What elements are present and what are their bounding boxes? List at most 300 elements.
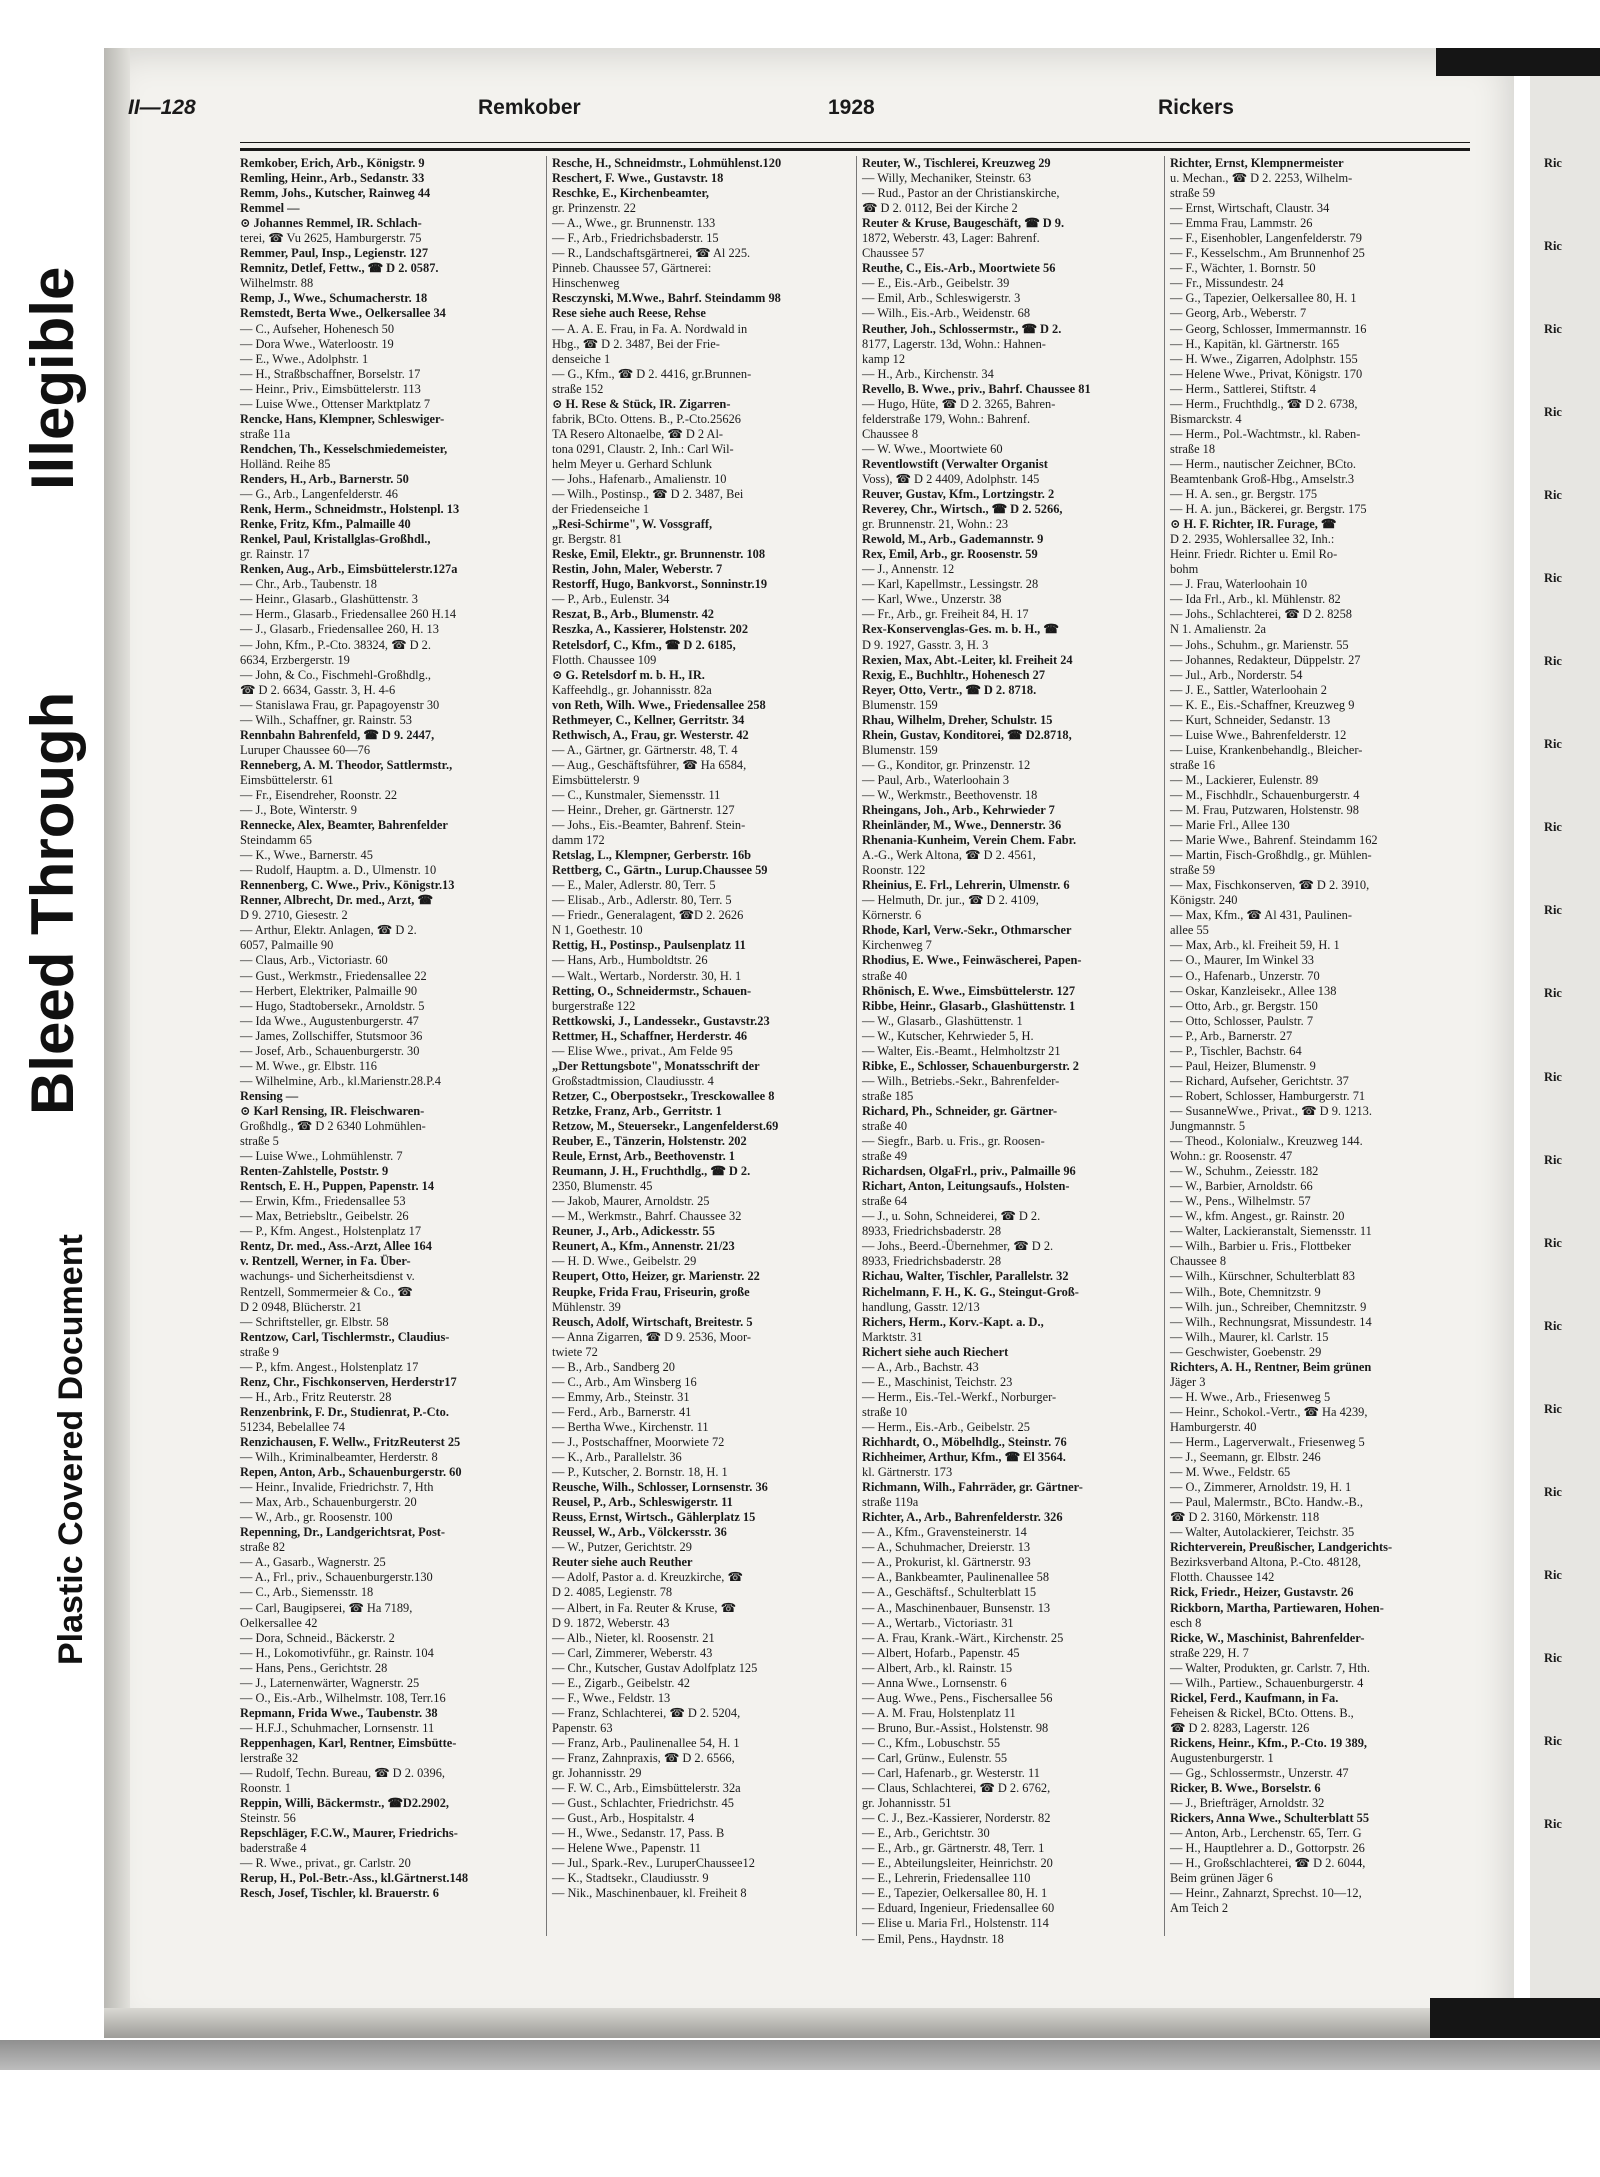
directory-entry-line: — Walter, Lackieranstalt, Siemensstr. 11 xyxy=(1170,1224,1372,1239)
directory-entry-line: Feheisen & Rickel, BCto. Ottens. B., xyxy=(1170,1705,1354,1720)
directory-entry-line: — H., Arb., Fritz Reuterstr. 28 xyxy=(240,1389,392,1404)
directory-entry-line: Richhardt, O., Möbelhdlg., Steinstr. 76 xyxy=(862,1434,1067,1449)
directory-entry-line: — Geschwister, Goebenstr. 29 xyxy=(1170,1344,1322,1359)
directory-entry-line: — H., Lokomotivführ., gr. Rainstr. 104 xyxy=(240,1645,434,1660)
neighbor-fragment-text: Ric xyxy=(1544,156,1562,170)
directory-entry-line: TA Resero Altonaelbe, ☎ D 2 Al- xyxy=(552,426,724,441)
directory-entry-line: D 2 0948, Blücherstr. 21 xyxy=(240,1299,362,1314)
neighbor-fragment-text: Ric xyxy=(1544,322,1562,337)
directory-entry-line: — Walter, Autolackierer, Teichstr. 35 xyxy=(1170,1525,1355,1540)
directory-entry-line: — Erwin, Kfm., Friedensallee 53 xyxy=(240,1194,406,1209)
directory-entry-line: — P., Tischler, Bachstr. 64 xyxy=(1170,1043,1302,1058)
directory-entry-line: Resche, H., Schneidmstr., Lohmühlenst.120 xyxy=(552,156,782,170)
directory-entry-line: Rettmer, H., Schaffner, Herderstr. 46 xyxy=(552,1028,748,1043)
directory-entry-line: — Max, Fischkonserven, ☎ D 2. 3910, xyxy=(1170,878,1370,893)
directory-entry-line: v. Rentzell, Werner, in Fa. Über- xyxy=(240,1254,411,1269)
directory-entry-line: Chaussee 8 xyxy=(1170,1254,1227,1269)
directory-entry-line: Remstedt, Berta Wwe., Oelkersallee 34 xyxy=(240,306,446,321)
directory-entry-line: — Oskar, Kanzleisekr., Allee 138 xyxy=(1170,983,1337,998)
directory-entry-line: Richmann, Wilh., Fahrräder, gr. Gärtner- xyxy=(862,1480,1083,1495)
directory-entry-line: tona 0291, Claustr. 2, Inh.: Carl Wil- xyxy=(552,441,734,456)
directory-entry-line: — J., u. Sohn, Schneiderei, ☎ D 2. xyxy=(862,1209,1041,1224)
plastic-covered-label: Plastic Covered Document xyxy=(52,1234,90,1665)
directory-entry-line: „Der Rettungsbote", Monatsschrift der xyxy=(552,1058,760,1073)
directory-entry-line: kamp 12 xyxy=(862,351,906,366)
directory-entry-line: denseiche 1 xyxy=(552,351,611,366)
directory-entry-line: Rentzell, Sommermeier & Co., ☎ xyxy=(240,1284,413,1299)
directory-entry-line: Renneberg, A. M. Theodor, Sattlermstr., xyxy=(240,757,453,772)
directory-entry-line: Retzer, C., Oberpostsekr., Tresckowallee 8 xyxy=(552,1088,775,1103)
directory-entry-line: — A. A. E. Frau, in Fa. A. Nordwald in xyxy=(552,321,748,336)
directory-entry-line: Reuber, E., Tänzerin, Holstenstr. 202 xyxy=(552,1134,747,1149)
directory-entry-line: — H., Kapitän, kl. Gärtnerstr. 165 xyxy=(1170,336,1340,351)
directory-entry-line: — F., Eisenhobler, Langenfelderstr. 79 xyxy=(1170,231,1362,246)
directory-entry-line: Reuthe, C., Eis.-Arb., Moortwiete 56 xyxy=(862,261,1056,276)
directory-entry-line: gr. Prinzenstr. 22 xyxy=(552,201,636,216)
directory-entry-line: straße 64 xyxy=(862,1194,908,1209)
directory-entry-line: ☎ D 2. 6634, Gasstr. 3, H. 4-6 xyxy=(240,682,396,697)
directory-entry-line: straße 18 xyxy=(1170,441,1216,456)
directory-entry-line: — A., Geschäftsf., Schulterblatt 15 xyxy=(862,1585,1037,1600)
directory-entry-line: — Franz, Arb., Paulinenallee 54, H. 1 xyxy=(552,1735,740,1750)
neighbor-fragment-text: Ric xyxy=(1544,1816,1562,1831)
directory-entry-line: — Emil, Arb., Schleswigerstr. 3 xyxy=(862,291,1021,306)
directory-entry-line: — O., Hafenarb., Unzerstr. 70 xyxy=(1170,968,1320,983)
directory-entry-line: Rese siehe auch Reese, Rehse xyxy=(552,306,706,321)
directory-entry-line: — Stanislawa Frau, gr. Papagoyenstr 30 xyxy=(240,697,440,712)
directory-entry-line: Repschläger, F.C.W., Maurer, Friedrichs- xyxy=(240,1826,458,1841)
directory-entry-line: — Wilh., Rechnungsrat, Missundestr. 14 xyxy=(1170,1314,1372,1329)
directory-entry-line: — Helene Wwe., Papenstr. 11 xyxy=(552,1841,701,1856)
directory-entry-line: Beamtenbank Groß-Hbg., Amselstr.3 xyxy=(1170,471,1355,486)
scanner-bottom-band xyxy=(0,2040,1600,2070)
directory-entry-line: — Paul, Heizer, Blumenstr. 9 xyxy=(1170,1058,1316,1073)
directory-entry-line: Luruper Chaussee 60—76 xyxy=(240,742,371,757)
directory-entry-line: Rexien, Max, Abt.-Leiter, kl. Freiheit 24 xyxy=(862,652,1073,667)
directory-entry-line: — K., Wwe., Barnerstr. 45 xyxy=(240,848,373,863)
directory-entry-line: Reupert, Otto, Heizer, gr. Marienstr. 22 xyxy=(552,1269,760,1284)
directory-entry-line: — Robert, Schlosser, Hamburgerstr. 71 xyxy=(1170,1088,1366,1103)
directory-entry-line: Marktstr. 31 xyxy=(862,1329,923,1344)
directory-entry-line: Remm, Johs., Kutscher, Rainweg 44 xyxy=(240,186,431,201)
directory-entry-line: — J., Briefträger, Arnoldstr. 32 xyxy=(1170,1796,1325,1811)
directory-entry-line: ⊙ Johannes Remmel, IR. Schlach- xyxy=(240,216,422,231)
directory-entry-line: — C., Arb., Am Winsberg 16 xyxy=(552,1374,697,1389)
directory-entry-line: wachungs- und Sicherheitsdienst v. xyxy=(240,1269,415,1284)
directory-entry-line: straße 40 xyxy=(862,968,908,983)
directory-entry-line: gr. Bergstr. 81 xyxy=(552,532,622,547)
directory-entry-line: Resch, Josef, Tischler, kl. Brauerstr. 6 xyxy=(240,1886,439,1901)
directory-entry-line: — Ida Frl., Arb., kl. Mühlenstr. 82 xyxy=(1170,592,1341,607)
directory-entry-line: — W., kfm. Angest., gr. Rainstr. 20 xyxy=(1170,1209,1345,1224)
directory-entry-line: N 1, Goethestr. 10 xyxy=(552,923,643,938)
directory-entry-line: — Theod., Kolonialw., Kreuzweg 144. xyxy=(1170,1134,1363,1149)
directory-entry-line: allee 55 xyxy=(1170,923,1209,938)
directory-entry-line: — Herm., Lagerverwalt., Friesenweg 5 xyxy=(1170,1434,1365,1449)
directory-entry-line: Revello, B. Wwe., priv., Bahrf. Chaussee 81 xyxy=(862,381,1091,396)
directory-entry-line: — Herm., Pol.-Wachtmstr., kl. Raben- xyxy=(1170,426,1361,441)
directory-entry-line: Richelmann, F. H., K. G., Steingut-Groß- xyxy=(862,1284,1079,1299)
directory-entry-line: — Anna Zigarren, ☎ D 9. 2536, Moor- xyxy=(552,1329,751,1344)
directory-entry-line: Reverey, Chr., Wirtsch., ☎ D 2. 5266, xyxy=(862,502,1063,517)
directory-entry-line: — Rudolf, Techn. Bureau, ☎ D 2. 0396, xyxy=(240,1766,445,1781)
directory-entry-line: — H. A. sen., gr. Bergstr. 175 xyxy=(1170,487,1318,502)
directory-entry-line: — Anton, Arb., Lerchenstr. 65, Terr. G xyxy=(1170,1826,1362,1841)
directory-entry-line: — Walt., Wertarb., Norderstr. 30, H. 1 xyxy=(552,968,742,983)
directory-entry-line: Renner, Albrecht, Dr. med., Arzt, ☎ xyxy=(240,893,433,908)
directory-entry-line: Remnitz, Detlef, Fettw., ☎ D 2. 0587. xyxy=(240,261,439,276)
directory-entry-line: — K. E., Eis.-Schaffner, Kreuzweg 9 xyxy=(1170,697,1355,712)
directory-entry-line: — G., Arb., Langenfelderstr. 46 xyxy=(240,487,398,502)
page-header xyxy=(128,96,1468,130)
directory-entry-line: Restin, John, Maler, Weberstr. 7 xyxy=(552,562,723,577)
directory-entry-line: — Max, Arb., kl. Freiheit 59, H. 1 xyxy=(1170,938,1340,953)
directory-entry-line: — Gust., Schlachter, Friedrichstr. 45 xyxy=(552,1796,734,1811)
directory-entry-line: Retzow, M., Steuersekr., Langenfelderst.69 xyxy=(552,1119,779,1133)
column-divider xyxy=(546,156,547,1936)
page-bottom-shadow xyxy=(104,2008,1514,2038)
neighbor-fragment-text: Ric xyxy=(1544,986,1562,1001)
directory-entry-line: — Wilh., Betriebs.-Sekr., Bahrenfelder- xyxy=(862,1073,1060,1088)
directory-entry-line: — Wilh., Partiew., Schauenburgerstr. 4 xyxy=(1170,1675,1364,1690)
directory-entry-line: Bismarckstr. 4 xyxy=(1170,411,1242,426)
neighbor-fragment-text: Ric xyxy=(1544,903,1562,918)
directory-entry-line: — Eduard, Ingenieur, Friedensallee 60 xyxy=(862,1901,1055,1916)
directory-entry-line: Ricker, B. Wwe., Borselstr. 6 xyxy=(1170,1781,1321,1796)
directory-entry-line: Blumenstr. 159 xyxy=(862,697,938,712)
directory-entry-line: — Richard, Aufseher, Gerichtstr. 37 xyxy=(1170,1073,1349,1088)
directory-entry-line: — W., Kutscher, Kehrwieder 5, H. xyxy=(862,1028,1034,1043)
directory-entry-line: — Chr., Arb., Taubenstr. 18 xyxy=(240,577,377,592)
directory-entry-line: Rerup, H., Pol.-Betr.-Ass., kl.Gärtnerst.148 xyxy=(240,1871,469,1886)
directory-entry-line: — E., Arb., Gerichtstr. 30 xyxy=(862,1826,990,1841)
directory-entry-line: helm Meyer u. Gerhard Schlunk xyxy=(552,456,713,471)
directory-entry-line: — Jakob, Maurer, Arnoldstr. 25 xyxy=(552,1194,710,1209)
directory-entry-line: — Walter, Eis.-Beamt., Helmholtzstr 21 xyxy=(862,1043,1061,1058)
directory-entry-line: — Ida Wwe., Augustenburgerstr. 47 xyxy=(240,1013,419,1028)
directory-entry-line: — Nik., Maschinenbauer, kl. Freiheit 8 xyxy=(552,1886,747,1901)
directory-entry-line: — C., Aufseher, Hohenesch 50 xyxy=(240,321,395,336)
directory-entry-line: Hamburgerstr. 40 xyxy=(1170,1419,1257,1434)
directory-entry-line: — B., Arb., Sandberg 20 xyxy=(552,1359,675,1374)
directory-entry-line: — A. Frau, Krank.-Wärt., Kirchenstr. 25 xyxy=(862,1630,1064,1645)
directory-entry-line: — Wilh., Eis.-Arb., Weidenstr. 68 xyxy=(862,306,1031,321)
directory-entry-line: — P., Kutscher, 2. Bornstr. 18, H. 1 xyxy=(552,1465,728,1480)
directory-entry-line: — Adolf, Pastor a. d. Kreuzkirche, ☎ xyxy=(552,1570,743,1585)
directory-entry-line: Renzenbrink, F. Dr., Studienrat, P.-Cto. xyxy=(240,1404,449,1419)
directory-entry-line: — Bertha Wwe., Kirchenstr. 11 xyxy=(552,1419,709,1434)
directory-entry-line: — Gg., Schlossermstr., Unzerstr. 47 xyxy=(1170,1766,1349,1781)
directory-entry-line: — K., Arb., Parallelstr. 36 xyxy=(552,1450,682,1465)
directory-entry-line: Reuter, W., Tischlerei, Kreuzweg 29 xyxy=(862,156,1051,170)
directory-entry-line: straße 16 xyxy=(1170,757,1216,772)
directory-entry-line: Rick, Friedr., Heizer, Gustavstr. 26 xyxy=(1170,1585,1354,1600)
directory-entry-line: — Heinr., Zahnarzt, Sprechst. 10—12, xyxy=(1170,1886,1362,1901)
directory-entry-line: Rickers, Anna Wwe., Schulterblatt 55 xyxy=(1170,1811,1370,1826)
directory-entry-line: — Emmy, Arb., Steinstr. 31 xyxy=(552,1389,690,1404)
directory-entry-line: Rickel, Ferd., Kaufmann, in Fa. xyxy=(1170,1690,1339,1705)
directory-entry-line: — Georg, Schlosser, Immermannstr. 16 xyxy=(1170,321,1367,336)
directory-entry-line: Ribbe, Heinr., Glasarb., Glashüttenstr. 1 xyxy=(862,998,1076,1013)
directory-entry-line: — Marie Wwe., Bahrenf. Steindamm 162 xyxy=(1170,833,1378,848)
directory-entry-line: Jäger 3 xyxy=(1170,1374,1206,1389)
directory-entry-line: Rheinius, E. Frl., Lehrerin, Ulmenstr. 6 xyxy=(862,878,1070,893)
directory-entry-line: — Otto, Arb., gr. Bergstr. 150 xyxy=(1170,998,1318,1013)
directory-entry-line: Heinr. Friedr. Richter u. Emil Ro- xyxy=(1170,547,1338,562)
directory-entry-line: — Schriftsteller, gr. Elbstr. 58 xyxy=(240,1314,389,1329)
directory-entry-line: Richters, A. H., Rentner, Beim grünen xyxy=(1170,1359,1372,1374)
directory-entry-line: — Emil, Pens., Haydnstr. 18 xyxy=(862,1931,1004,1946)
neighbor-fragment-text: Ric xyxy=(1544,1318,1562,1333)
directory-entry-line: Resczynski, M.Wwe., Bahrf. Steindamm 98 xyxy=(552,291,781,306)
directory-entry-line: Kaffeehdlg., gr. Johannisstr. 82a xyxy=(552,682,712,697)
directory-entry-line: — Wilh., Barbier u. Fris., Flottbeker xyxy=(1170,1239,1351,1254)
directory-entry-line: — Johs., Schuhm., gr. Marienstr. 55 xyxy=(1170,637,1349,652)
directory-entry-line: — Johannes, Redakteur, Düppelstr. 27 xyxy=(1170,652,1361,667)
directory-entry-line: — Friedr., Generalagent, ☎D 2. 2626 xyxy=(552,908,744,923)
directory-entry-line: Reumann, J. H., Fruchthdlg., ☎ D 2. xyxy=(552,1164,751,1179)
directory-entry-line: — Claus, Schlachterei, ☎ D 2. 6762, xyxy=(862,1781,1051,1796)
directory-entry-line: — H. D. Wwe., Geibelstr. 29 xyxy=(552,1254,697,1269)
directory-entry-line: Voss), ☎ D 2 4409, Adolphstr. 145 xyxy=(862,471,1040,486)
directory-entry-line: — E., Lehrerin, Friedensallee 110 xyxy=(862,1871,1031,1886)
directory-entry-line: — Karl, Wwe., Unzerstr. 38 xyxy=(862,592,1002,607)
directory-entry-line: Rhenania-Kunheim, Verein Chem. Fabr. xyxy=(862,833,1077,848)
directory-entry-line: Richau, Walter, Tischler, Parallelstr. 32 xyxy=(862,1269,1069,1284)
directory-entry-line: — Franz, Schlachterei, ☎ D 2. 5204, xyxy=(552,1705,741,1720)
directory-entry-line: — Heinr., Invalide, Friedrichstr. 7, Hth xyxy=(240,1480,434,1495)
directory-entry-line: Chaussee 57 xyxy=(862,246,925,261)
directory-entry-line: Kirchenweg 7 xyxy=(862,938,932,953)
directory-entry-line: Steindamm 65 xyxy=(240,833,312,848)
directory-entry-line: — Wilh., Kürschner, Schulterblatt 83 xyxy=(1170,1269,1355,1284)
directory-entry-line: — H., Wwe., Sedanstr. 17, Pass. B xyxy=(552,1826,725,1841)
directory-entry-line: Beim grünen Jäger 6 xyxy=(1170,1871,1273,1886)
directory-entry-line: — Johs., Beerd.-Übernehmer, ☎ D 2. xyxy=(862,1239,1054,1254)
neighbor-fragment-text: Ric xyxy=(1544,571,1562,586)
directory-entry-line: — M. Wwe., gr. Elbstr. 116 xyxy=(240,1058,377,1073)
directory-entry-line: — J., Glasarb., Friedensallee 260, H. 13 xyxy=(240,622,439,637)
directory-entry-line: Repen, Anton, Arb., Schauenburgerstr. 60 xyxy=(240,1465,462,1480)
neighbor-fragment-text: Ric xyxy=(1544,1567,1562,1582)
directory-entry-line: Chaussee 8 xyxy=(862,426,919,441)
page-gutter-shadow xyxy=(104,48,130,2038)
directory-entry-line: Eimsbüttelerstr. 9 xyxy=(552,772,640,787)
directory-entry-line: 8177, Lagerstr. 13d, Wohn.: Hahnen- xyxy=(862,336,1046,351)
directory-entry-line: — A., Wwe., gr. Brunnenstr. 133 xyxy=(552,216,716,231)
directory-entry-line: Renten-Zahlstelle, Poststr. 9 xyxy=(240,1164,389,1179)
directory-entry-line: — M., Fischhdlr., Schauenburgerstr. 4 xyxy=(1170,787,1360,802)
directory-entry-line: Eimsbüttelerstr. 61 xyxy=(240,772,334,787)
directory-entry-line: — Herm., Sattlerei, Stiftstr. 4 xyxy=(1170,381,1316,396)
header-first-entry: Remkober xyxy=(478,96,581,119)
directory-entry-line: — Emma Frau, Lammstr. 26 xyxy=(1170,216,1313,231)
directory-entry-line: — Luise Wwe., Lohmühlenstr. 7 xyxy=(240,1149,403,1164)
directory-entry-line: — Alb., Nieter, kl. Roosenstr. 21 xyxy=(552,1630,715,1645)
directory-entry-line: — Heinr., Glasarb., Glashüttenstr. 3 xyxy=(240,592,418,607)
directory-entry-line: Renders, H., Arb., Barnerstr. 50 xyxy=(240,471,409,486)
directory-entry-line: Jungmannstr. 5 xyxy=(1170,1119,1246,1133)
directory-entry-line: Steinstr. 56 xyxy=(240,1811,296,1826)
directory-entry-line: Remkober, Erich, Arb., Königstr. 9 xyxy=(240,156,425,170)
directory-entry-line: Rethmeyer, C., Kellner, Gerritstr. 34 xyxy=(552,712,745,727)
directory-entry-line: Rheinländer, M., Wwe., Dennerstr. 36 xyxy=(862,818,1062,833)
directory-entry-line: Repmann, Frida Wwe., Taubenstr. 38 xyxy=(240,1705,438,1720)
directory-entry-line: — E., Maschinist, Teichstr. 23 xyxy=(862,1374,1013,1389)
directory-entry-line: Reschert, F. Wwe., Gustavstr. 18 xyxy=(552,171,724,186)
directory-entry-line: Reuter & Kruse, Baugeschäft, ☎ D 9. xyxy=(862,216,1065,231)
directory-entry-line: straße 59 xyxy=(1170,186,1216,201)
directory-entry-line: Retelsdorf, C., Kfm., ☎ D 2. 6185, xyxy=(552,637,736,652)
directory-entry-line: Reuss, Ernst, Wirtsch., Gählerplatz 15 xyxy=(552,1510,756,1525)
directory-entry-line: der Friedenseiche 1 xyxy=(552,502,650,517)
neighbor-fragment-text: Ric xyxy=(1544,1152,1562,1167)
directory-entry-line: — W., Arb., gr. Roosenstr. 100 xyxy=(240,1510,393,1525)
directory-entry-line: — Luise Wwe., Bahrenfelderstr. 12 xyxy=(1170,727,1347,742)
directory-entry-line: — James, Zollschiffer, Stutsmoor 36 xyxy=(240,1028,423,1043)
directory-entry-line: — Kurt, Schneider, Sedanstr. 13 xyxy=(1170,712,1331,727)
directory-entry-line: Reuter siehe auch Reuther xyxy=(552,1555,693,1570)
directory-entry-line: Rethwisch, A., Frau, gr. Westerstr. 42 xyxy=(552,727,749,742)
directory-entry-line: — Heinr., Dreher, gr. Gärtnerstr. 127 xyxy=(552,803,735,818)
directory-entry-line: — Josef, Arb., Schauenburgerstr. 30 xyxy=(240,1043,420,1058)
directory-entry-line: felderstraße 179, Wohn.: Bahrenf. xyxy=(862,411,1031,426)
directory-entry-line: — SusanneWwe., Privat., ☎ D 9. 1213. xyxy=(1170,1103,1372,1118)
directory-entry-line: Rewold, M., Arb., Gademannstr. 9 xyxy=(862,532,1044,547)
directory-entry-line: — Wilhelmine, Arb., kl.Marienstr.28.P.4 xyxy=(240,1073,441,1088)
directory-entry-line: Rhönisch, E. Wwe., Eimsbüttelerstr. 127 xyxy=(862,983,1076,998)
directory-entry-line: — Herm., Fruchthdlg., ☎ D 2. 6738, xyxy=(1170,396,1358,411)
directory-entry-line: Blumenstr. 159 xyxy=(862,742,938,757)
header-year: 1928 xyxy=(828,96,875,119)
directory-entry-line: Roonstr. 1 xyxy=(240,1781,291,1796)
directory-entry-line: — Chr., Kutscher, Gustav Adolfplatz 125 xyxy=(552,1660,758,1675)
directory-entry-line: Richers, Herm., Korv.-Kapt. a. D., xyxy=(862,1314,1044,1329)
directory-entry-line: ⊙ H. F. Richter, IR. Furage, ☎ xyxy=(1170,517,1337,532)
directory-entry-line: — J. Frau, Waterloohain 10 xyxy=(1170,577,1308,592)
directory-entry-line: Rhode, Karl, Verw.-Sekr., Othmarscher xyxy=(862,923,1072,938)
directory-entry-line: Richheimer, Arthur, Kfm., ☎ El 3564. xyxy=(862,1450,1066,1465)
directory-entry-line: Remling, Heinr., Arb., Sedanstr. 33 xyxy=(240,171,425,186)
directory-entry-line: Rendchen, Th., Kesselschmiedemeister, xyxy=(240,441,448,456)
directory-entry-line: gr. Johannisstr. 51 xyxy=(862,1796,952,1811)
directory-entry-line: — J., Bote, Winterstr. 9 xyxy=(240,803,357,818)
directory-entry-line: 6057, Palmaille 90 xyxy=(240,938,334,953)
directory-entry-line: Rickens, Heinr., Kfm., P.-Cto. 19 389, xyxy=(1170,1735,1367,1750)
directory-entry-line: — Paul, Arb., Waterloohain 3 xyxy=(862,772,1010,787)
directory-entry-line: straße 9 xyxy=(240,1344,279,1359)
directory-entry-line: Retslag, L., Klempner, Gerberstr. 16b xyxy=(552,848,752,863)
directory-entry-line: — Heinr., Schokol.-Vertr., ☎ Ha 4239, xyxy=(1170,1404,1368,1419)
directory-entry-line: Wilhelmstr. 88 xyxy=(240,276,314,291)
directory-entry-line: Renz, Chr., Fischkonserven, Herderstr17 xyxy=(240,1374,457,1389)
directory-entry-line: — O., Eis.-Arb., Wilhelmstr. 108, Terr.16 xyxy=(240,1690,446,1705)
directory-entry-line: Richart, Anton, Leitungsaufs., Holsten- xyxy=(862,1179,1070,1194)
directory-entry-line: — A., Prokurist, kl. Gärtnerstr. 93 xyxy=(862,1555,1031,1570)
directory-entry-line: Rettberg, C., Gärtn., Lurup.Chaussee 59 xyxy=(552,863,768,878)
directory-entry-line: — R. Wwe., privat., gr. Carlstr. 20 xyxy=(240,1856,411,1871)
directory-entry-line: Körnerstr. 6 xyxy=(862,908,922,923)
directory-entry-line: A.-G., Werk Altona, ☎ D 2. 4561, xyxy=(862,848,1036,863)
directory-entry-line: — Johs., Eis.-Beamter, Bahrenf. Stein- xyxy=(552,818,746,833)
directory-entry-line: — J., Seemann, gr. Elbstr. 246 xyxy=(1170,1450,1321,1465)
directory-entry-line: — G., Konditor, gr. Prinzenstr. 12 xyxy=(862,757,1031,772)
directory-entry-line: — Arthur, Elektr. Anlagen, ☎ D 2. xyxy=(240,923,417,938)
directory-entry-line: Augustenburgerstr. 1 xyxy=(1170,1750,1274,1765)
directory-entry-line: Renkel, Paul, Kristallglas-Großhdl., xyxy=(240,532,431,547)
directory-entry-line: — Wilh. jun., Schreiber, Chemnitzstr. 9 xyxy=(1170,1299,1367,1314)
directory-entry-line: Am Teich 2 xyxy=(1170,1901,1229,1916)
directory-entry-line: — Bruno, Bur.-Assist., Holstenstr. 98 xyxy=(862,1720,1049,1735)
directory-entry-line: Richard, Ph., Schneider, gr. Gärtner- xyxy=(862,1103,1058,1118)
directory-entry-line: D 9. 2710, Giesestr. 2 xyxy=(240,908,348,923)
directory-entry-line: — W. Wwe., Moortwiete 60 xyxy=(862,441,1003,456)
directory-entry-line: — Dora Wwe., Waterloostr. 19 xyxy=(240,336,394,351)
directory-entry-line: bohm xyxy=(1170,562,1199,577)
directory-entry-line: Rexig, E., Buchhltr., Hohenesch 27 xyxy=(862,667,1046,682)
side-label-strip xyxy=(0,0,100,2177)
directory-entry-line: N 1. Amalienstr. 2a xyxy=(1170,622,1267,637)
neighbor-fragment-text: Ric xyxy=(1544,820,1562,835)
directory-entry-line: Rhein, Gustav, Konditorei, ☎ D2.8718, xyxy=(862,727,1072,742)
directory-entry-line: — W., Werkmstr., Beethovenstr. 18 xyxy=(862,787,1038,802)
directory-entry-line: Ribke, E., Schlosser, Schauenburgerstr. 2 xyxy=(862,1058,1079,1073)
directory-entry-line: Richterverein, Preußischer, Landgerichts- xyxy=(1170,1540,1393,1555)
directory-entry-line: — Albert, Arb., kl. Rainstr. 15 xyxy=(862,1660,1013,1675)
directory-entry-line: Reule, Ernst, Arb., Beethovenstr. 1 xyxy=(552,1149,735,1164)
directory-entry-line: straße 40 xyxy=(862,1119,908,1133)
directory-entry-line: — M., Werkmstr., Bahrf. Chaussee 32 xyxy=(552,1209,742,1224)
directory-entry-line: — A. M. Frau, Holstenplatz 11 xyxy=(862,1705,1016,1720)
directory-entry-line: straße 11a xyxy=(240,426,291,441)
directory-entry-line: Richert siehe auch Riechert xyxy=(862,1344,1009,1359)
directory-entry-line: Bezirksverband Altona, P.-Cto. 48128, xyxy=(1170,1555,1362,1570)
directory-entry-line: ⊙ H. Rese & Stück, IR. Zigarren- xyxy=(552,396,731,411)
directory-entry-line: straße 59 xyxy=(1170,863,1216,878)
directory-entry-line: Renke, Fritz, Kfm., Palmaille 40 xyxy=(240,517,411,532)
directory-entry-line: — Herm., Glasarb., Friedensallee 260 H.14 xyxy=(240,607,457,622)
directory-entry-line: — A., Arb., Bachstr. 43 xyxy=(862,1359,979,1374)
directory-entry-line: straße 229, H. 7 xyxy=(1170,1645,1249,1660)
directory-entry-line: — Marie Frl., Allee 130 xyxy=(1170,818,1290,833)
directory-entry-line: Reusch, Adolf, Wirtschaft, Breitestr. 5 xyxy=(552,1314,753,1329)
directory-entry-line: — Wilh., Maurer, kl. Carlstr. 15 xyxy=(1170,1329,1329,1344)
directory-entry-line: — Wilh., Postinsp., ☎ D 2. 3487, Bei xyxy=(552,487,744,502)
directory-entry-line: Rennenberg, C. Wwe., Priv., Königstr.13 xyxy=(240,878,455,893)
directory-entry-line: — C., Kfm., Lobuschstr. 55 xyxy=(862,1735,1001,1750)
directory-entry-line: Reske, Emil, Elektr., gr. Brunnenstr. 108 xyxy=(552,547,766,562)
directory-entry-line: Renzichausen, F. Wellw., FritzReuterst 25 xyxy=(240,1434,461,1449)
directory-entry-line: Reszka, A., Kassierer, Holstenstr. 202 xyxy=(552,622,749,637)
directory-entry-line: Retzke, Franz, Arb., Gerritstr. 1 xyxy=(552,1103,722,1118)
directory-entry-line: Reventlowstift (Verwalter Organist xyxy=(862,456,1048,471)
directory-entry-line: Großhdlg., ☎ D 2 6340 Lohmühlen- xyxy=(240,1119,426,1133)
directory-entry-line: 51234, Bebelallee 74 xyxy=(240,1419,345,1434)
directory-entry-line: Mühlenstr. 39 xyxy=(552,1299,621,1314)
directory-entry-line: kl. Gärtnerstr. 173 xyxy=(862,1465,953,1480)
directory-entry-line: — H. Wwe., Arb., Friesenweg 5 xyxy=(1170,1389,1331,1404)
directory-entry-line: — E., Zigarb., Geibelstr. 42 xyxy=(552,1675,690,1690)
neighbor-fragment-text: Ric xyxy=(1544,737,1562,752)
directory-entry-line: — P., Arb., Eulenstr. 34 xyxy=(552,592,670,607)
directory-entry-line: straße 10 xyxy=(862,1404,908,1419)
directory-entry-line: Pinneb. Chaussee 57, Gärtnerei: xyxy=(552,261,712,276)
directory-entry-line: straße 49 xyxy=(862,1149,908,1164)
directory-entry-line: 2350, Blumenstr. 45 xyxy=(552,1179,653,1194)
directory-entry-line: — Hugo, Hüte, ☎ D 2. 3265, Bahren- xyxy=(862,396,1056,411)
directory-entry-line: Reunert, A., Kfm., Annenstr. 21/23 xyxy=(552,1239,735,1254)
directory-entry-line: — F., Arb., Friedrichsbaderstr. 15 xyxy=(552,231,719,246)
